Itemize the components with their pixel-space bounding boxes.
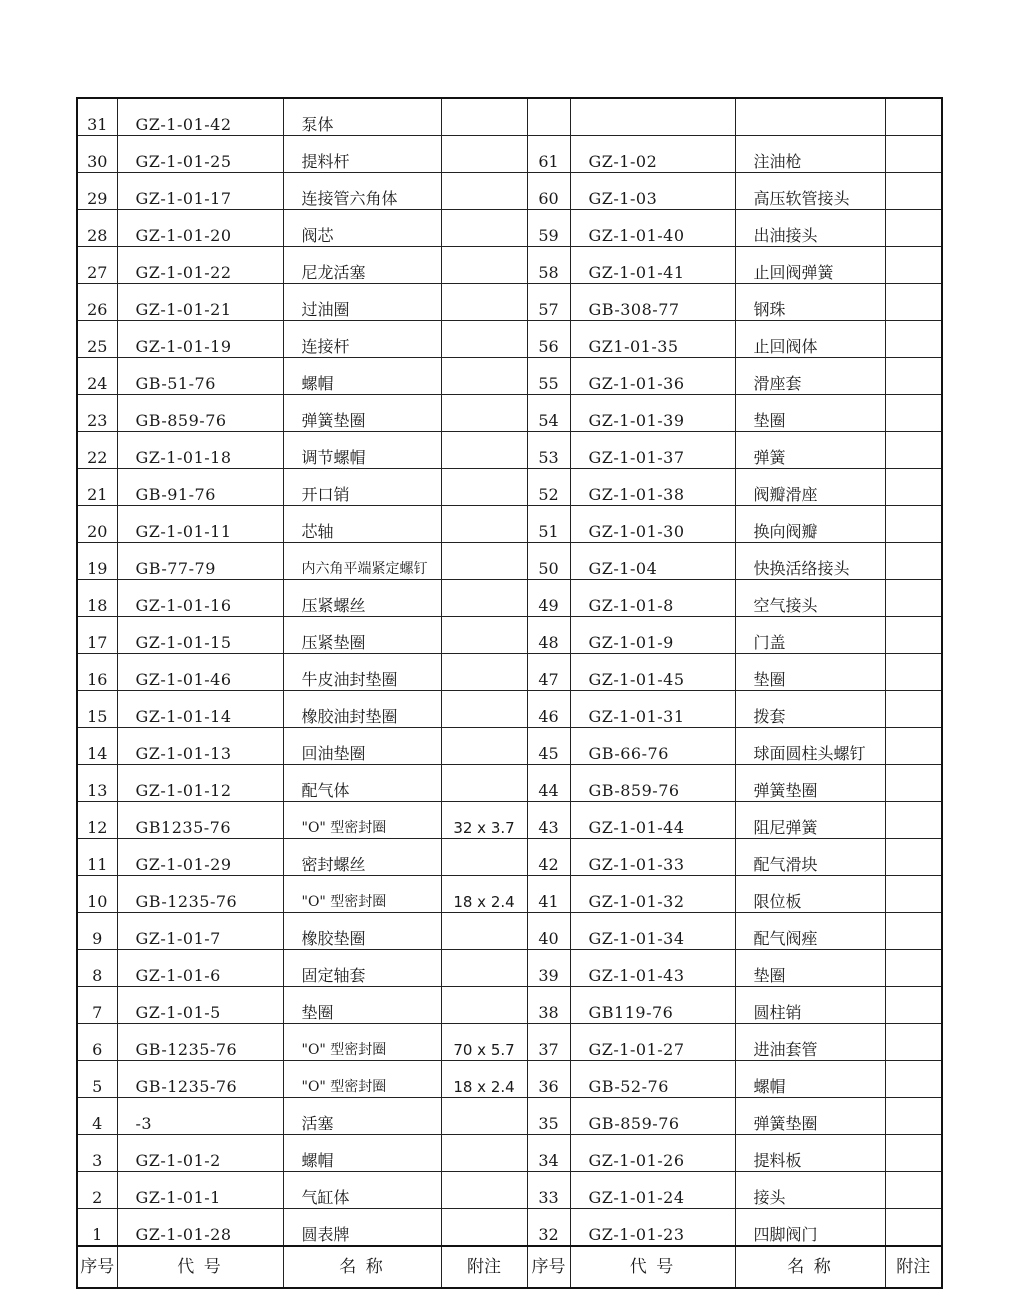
left-note-cell	[441, 210, 527, 247]
left-seq-no-cell: 8	[77, 950, 117, 987]
right-name-cell: 钢珠	[735, 284, 885, 321]
left-seq-no-cell: 21	[77, 469, 117, 506]
left-note-cell	[441, 765, 527, 802]
left-seq-no-cell: 27	[77, 247, 117, 284]
table-row	[77, 321, 942, 358]
left-code-cell: GZ-1-01-28	[117, 1209, 283, 1247]
right-note-cell	[885, 1135, 942, 1172]
table-row	[77, 1061, 942, 1098]
left-seq-no-cell: 9	[77, 913, 117, 950]
left-name-cell: 橡胶垫圈	[283, 913, 441, 950]
left-seq-no-cell: 25	[77, 321, 117, 358]
right-name-cell: 接头	[735, 1172, 885, 1209]
right-seq-no-cell: 55	[527, 358, 570, 395]
right-note-cell	[885, 617, 942, 654]
right-note-cell	[885, 691, 942, 728]
right-seq-no-cell: 32	[527, 1209, 570, 1247]
right-seq-no-cell: 47	[527, 654, 570, 691]
right-seq-no-cell: 51	[527, 506, 570, 543]
left-code-cell: GZ-1-01-11	[117, 506, 283, 543]
left-name-cell: 阀芯	[283, 210, 441, 247]
left-name-cell: 垫圈	[283, 987, 441, 1024]
left-code-cell: GZ-1-01-21	[117, 284, 283, 321]
left-name-cell: 橡胶油封垫圈	[283, 691, 441, 728]
right-code-cell: GB-308-77	[570, 284, 735, 321]
left-code-cell: GZ-1-01-13	[117, 728, 283, 765]
right-name-cell: 弹簧垫圈	[735, 1098, 885, 1135]
right-note-cell	[885, 765, 942, 802]
right-note-cell	[885, 728, 942, 765]
table-row	[77, 469, 942, 506]
left-code-cell: GB-51-76	[117, 358, 283, 395]
left-seq-no-cell: 22	[77, 432, 117, 469]
right-seq-no-cell: 42	[527, 839, 570, 876]
left-name-cell: 泵体	[283, 98, 441, 136]
right-note-cell	[885, 654, 942, 691]
right-code-cell: GZ-1-01-43	[570, 950, 735, 987]
right-name-cell: 阀瓣滑座	[735, 469, 885, 506]
table-row	[77, 210, 942, 247]
left-note-cell	[441, 506, 527, 543]
left-name-cell: 活塞	[283, 1098, 441, 1135]
left-name-cell: 弹簧垫圈	[283, 395, 441, 432]
left-seq-no-cell: 13	[77, 765, 117, 802]
table-row	[77, 1024, 942, 1061]
left-note-cell: 70 x 5.7	[441, 1024, 527, 1061]
right-seq-no-cell	[527, 98, 570, 136]
right-code-cell: GZ-1-01-23	[570, 1209, 735, 1247]
left-note-cell	[441, 543, 527, 580]
right-name-cell: 圆柱销	[735, 987, 885, 1024]
left-note-cell	[441, 284, 527, 321]
right-code-cell: GB119-76	[570, 987, 735, 1024]
left-code-cell: GB-77-79	[117, 543, 283, 580]
left-note-cell	[441, 987, 527, 1024]
right-name-cell: 配气滑块	[735, 839, 885, 876]
left-seq-no-cell: 10	[77, 876, 117, 913]
left-seq-no-cell: 11	[77, 839, 117, 876]
left-code-cell: GZ-1-01-19	[117, 321, 283, 358]
left-code-cell: GB-91-76	[117, 469, 283, 506]
right-seq-no-cell: 35	[527, 1098, 570, 1135]
table-row	[77, 98, 942, 136]
table-row	[77, 136, 942, 173]
left-note-cell	[441, 469, 527, 506]
right-seq-no-cell: 36	[527, 1061, 570, 1098]
right-name-cell: 高压软管接头	[735, 173, 885, 210]
right-name-cell: 滑座套	[735, 358, 885, 395]
left-note-cell	[441, 321, 527, 358]
table-row	[77, 247, 942, 284]
left-code-cell: GB-1235-76	[117, 876, 283, 913]
left-name-cell: 螺帽	[283, 358, 441, 395]
left-note-cell	[441, 654, 527, 691]
left-name-cell: "O" 型密封圈	[283, 1061, 441, 1098]
left-note-cell	[441, 913, 527, 950]
left-seq-no-cell: 18	[77, 580, 117, 617]
right-name-cell: 注油枪	[735, 136, 885, 173]
right-code-cell: GZ-1-03	[570, 173, 735, 210]
table-row	[77, 358, 942, 395]
right-name-cell: 进油套管	[735, 1024, 885, 1061]
right-seq-no-cell: 38	[527, 987, 570, 1024]
right-name-cell: 垫圈	[735, 950, 885, 987]
left-seq-no-cell: 28	[77, 210, 117, 247]
right-note-cell	[885, 913, 942, 950]
left-seq-no-cell: 20	[77, 506, 117, 543]
table-row	[77, 1209, 942, 1247]
right-code-cell: GZ-1-01-36	[570, 358, 735, 395]
right-code-cell	[570, 98, 735, 136]
right-note-cell	[885, 247, 942, 284]
table-row	[77, 691, 942, 728]
left-note-cell	[441, 1209, 527, 1247]
right-code-cell: GZ-1-01-39	[570, 395, 735, 432]
right-name-cell: 止回阀体	[735, 321, 885, 358]
left-note-cell: 32 x 3.7	[441, 802, 527, 839]
right-seq-no-cell: 50	[527, 543, 570, 580]
right-note-cell	[885, 284, 942, 321]
right-name-cell: 换向阀瓣	[735, 506, 885, 543]
right-note-cell	[885, 543, 942, 580]
table-row	[77, 617, 942, 654]
left-seq-no-cell: 19	[77, 543, 117, 580]
table-row	[77, 654, 942, 691]
right-seq-no-cell: 57	[527, 284, 570, 321]
left-note-cell	[441, 1098, 527, 1135]
right-code-cell: GZ-1-01-31	[570, 691, 735, 728]
right-note-cell	[885, 136, 942, 173]
left-seq-no-cell: 31	[77, 98, 117, 136]
left-seq-no-cell: 14	[77, 728, 117, 765]
table-header-row	[77, 1246, 942, 1288]
left-seq-no-cell: 23	[77, 395, 117, 432]
right-name-cell: 弹簧垫圈	[735, 765, 885, 802]
right-name-cell: 弹簧	[735, 432, 885, 469]
right-note-cell	[885, 1209, 942, 1247]
right-seq-no-cell: 43	[527, 802, 570, 839]
right-seq-no-cell: 59	[527, 210, 570, 247]
right-name-cell	[735, 98, 885, 136]
left-seq-no-cell: 16	[77, 654, 117, 691]
table-row	[77, 395, 942, 432]
left-code-cell: GZ-1-01-17	[117, 173, 283, 210]
left-code-cell: GZ-1-01-46	[117, 654, 283, 691]
left-seq-no-cell: 12	[77, 802, 117, 839]
left-seq-no-cell: 2	[77, 1172, 117, 1209]
right-note-cell	[885, 210, 942, 247]
right-seq-no-cell: 44	[527, 765, 570, 802]
left-seq-no-cell: 30	[77, 136, 117, 173]
table-row	[77, 284, 942, 321]
right-code-cell: GZ-1-01-41	[570, 247, 735, 284]
table-body	[77, 98, 942, 1288]
right-note-cell	[885, 395, 942, 432]
left-code-cell: GZ-1-01-5	[117, 987, 283, 1024]
right-seq-no-cell: 40	[527, 913, 570, 950]
left-seq-no-cell: 15	[77, 691, 117, 728]
right-code-cell: GZ-1-01-38	[570, 469, 735, 506]
right-code-cell: GZ1-01-35	[570, 321, 735, 358]
left-note-cell	[441, 728, 527, 765]
right-note-cell	[885, 839, 942, 876]
left-note-cell	[441, 395, 527, 432]
right-name-cell: 配气阀痤	[735, 913, 885, 950]
left-code-cell: GZ-1-01-1	[117, 1172, 283, 1209]
left-name-cell: 配气体	[283, 765, 441, 802]
left-header-code: 代 号	[117, 1246, 283, 1288]
left-header-seq-no: 序号	[77, 1246, 117, 1288]
table-row	[77, 765, 942, 802]
table-row	[77, 1172, 942, 1209]
right-name-cell: 螺帽	[735, 1061, 885, 1098]
left-note-cell	[441, 432, 527, 469]
right-name-cell: 提料板	[735, 1135, 885, 1172]
right-code-cell: GZ-1-01-44	[570, 802, 735, 839]
right-seq-no-cell: 34	[527, 1135, 570, 1172]
right-note-cell	[885, 506, 942, 543]
left-name-cell: 固定轴套	[283, 950, 441, 987]
left-name-cell: 回油垫圈	[283, 728, 441, 765]
right-seq-no-cell: 39	[527, 950, 570, 987]
left-code-cell: GZ-1-01-2	[117, 1135, 283, 1172]
right-code-cell: GZ-1-01-27	[570, 1024, 735, 1061]
right-seq-no-cell: 61	[527, 136, 570, 173]
right-note-cell	[885, 876, 942, 913]
right-seq-no-cell: 49	[527, 580, 570, 617]
right-seq-no-cell: 33	[527, 1172, 570, 1209]
left-note-cell	[441, 247, 527, 284]
right-name-cell: 阻尼弹簧	[735, 802, 885, 839]
right-code-cell: GZ-1-04	[570, 543, 735, 580]
right-code-cell: GZ-1-01-40	[570, 210, 735, 247]
left-name-cell: 连接杆	[283, 321, 441, 358]
left-note-cell	[441, 839, 527, 876]
right-note-cell	[885, 1172, 942, 1209]
left-name-cell: 连接管六角体	[283, 173, 441, 210]
left-code-cell: GB-1235-76	[117, 1061, 283, 1098]
right-header-name: 名 称	[735, 1246, 885, 1288]
left-code-cell: GZ-1-01-20	[117, 210, 283, 247]
left-note-cell	[441, 1172, 527, 1209]
left-code-cell: GZ-1-01-14	[117, 691, 283, 728]
right-name-cell: 止回阀弹簧	[735, 247, 885, 284]
left-seq-no-cell: 1	[77, 1209, 117, 1247]
right-seq-no-cell: 54	[527, 395, 570, 432]
right-code-cell: GZ-1-01-34	[570, 913, 735, 950]
left-note-cell: 18 x 2.4	[441, 1061, 527, 1098]
right-code-cell: GZ-1-02	[570, 136, 735, 173]
left-note-cell	[441, 950, 527, 987]
right-seq-no-cell: 46	[527, 691, 570, 728]
right-note-cell	[885, 987, 942, 1024]
table-row	[77, 913, 942, 950]
right-note-cell	[885, 950, 942, 987]
right-seq-no-cell: 37	[527, 1024, 570, 1061]
right-note-cell	[885, 358, 942, 395]
left-name-cell: 气缸体	[283, 1172, 441, 1209]
right-code-cell: GB-859-76	[570, 1098, 735, 1135]
right-note-cell	[885, 469, 942, 506]
left-name-cell: 压紧螺丝	[283, 580, 441, 617]
left-name-cell: 调节螺帽	[283, 432, 441, 469]
right-code-cell: GB-52-76	[570, 1061, 735, 1098]
right-header-seq-no: 序号	[527, 1246, 570, 1288]
right-note-cell	[885, 321, 942, 358]
left-name-cell: 芯轴	[283, 506, 441, 543]
right-code-cell: GB-66-76	[570, 728, 735, 765]
left-seq-no-cell: 4	[77, 1098, 117, 1135]
left-name-cell: 圆表牌	[283, 1209, 441, 1247]
right-seq-no-cell: 48	[527, 617, 570, 654]
left-note-cell	[441, 1135, 527, 1172]
left-note-cell	[441, 358, 527, 395]
right-note-cell	[885, 432, 942, 469]
table-row	[77, 728, 942, 765]
left-name-cell: 密封螺丝	[283, 839, 441, 876]
right-name-cell: 出油接头	[735, 210, 885, 247]
right-note-cell	[885, 1024, 942, 1061]
left-note-cell: 18 x 2.4	[441, 876, 527, 913]
right-seq-no-cell: 52	[527, 469, 570, 506]
left-code-cell: GZ-1-01-7	[117, 913, 283, 950]
right-note-cell	[885, 1098, 942, 1135]
left-code-cell: GB-1235-76	[117, 1024, 283, 1061]
left-note-cell	[441, 136, 527, 173]
left-code-cell: GZ-1-01-42	[117, 98, 283, 136]
right-code-cell: GZ-1-01-24	[570, 1172, 735, 1209]
table-row	[77, 580, 942, 617]
table-row	[77, 506, 942, 543]
right-seq-no-cell: 41	[527, 876, 570, 913]
right-seq-no-cell: 56	[527, 321, 570, 358]
right-code-cell: GZ-1-01-37	[570, 432, 735, 469]
right-code-cell: GZ-1-01-9	[570, 617, 735, 654]
right-seq-no-cell: 60	[527, 173, 570, 210]
table-row	[77, 432, 942, 469]
left-code-cell: GZ-1-01-25	[117, 136, 283, 173]
right-name-cell: 球面圆柱头螺钉	[735, 728, 885, 765]
left-seq-no-cell: 29	[77, 173, 117, 210]
left-name-cell: 开口销	[283, 469, 441, 506]
right-note-cell	[885, 173, 942, 210]
left-code-cell: GB-859-76	[117, 395, 283, 432]
right-name-cell: 四脚阀门	[735, 1209, 885, 1247]
right-code-cell: GB-859-76	[570, 765, 735, 802]
left-name-cell: 过油圈	[283, 284, 441, 321]
left-name-cell: 压紧垫圈	[283, 617, 441, 654]
right-code-cell: GZ-1-01-8	[570, 580, 735, 617]
table-row	[77, 839, 942, 876]
right-note-cell	[885, 802, 942, 839]
left-code-cell: GZ-1-01-22	[117, 247, 283, 284]
right-seq-no-cell: 53	[527, 432, 570, 469]
left-seq-no-cell: 26	[77, 284, 117, 321]
left-name-cell: "O" 型密封圈	[283, 876, 441, 913]
left-code-cell: GB1235-76	[117, 802, 283, 839]
table-row	[77, 950, 942, 987]
left-note-cell	[441, 691, 527, 728]
left-name-cell: 提料杆	[283, 136, 441, 173]
left-code-cell: GZ-1-01-15	[117, 617, 283, 654]
left-seq-no-cell: 5	[77, 1061, 117, 1098]
table-row	[77, 876, 942, 913]
parts-list-table	[76, 97, 943, 1289]
left-name-cell: "O" 型密封圈	[283, 1024, 441, 1061]
left-code-cell: GZ-1-01-6	[117, 950, 283, 987]
right-name-cell: 垫圈	[735, 654, 885, 691]
left-seq-no-cell: 24	[77, 358, 117, 395]
right-name-cell: 快换活络接头	[735, 543, 885, 580]
left-name-cell: 螺帽	[283, 1135, 441, 1172]
right-note-cell	[885, 98, 942, 136]
right-code-cell: GZ-1-01-45	[570, 654, 735, 691]
left-code-cell: GZ-1-01-16	[117, 580, 283, 617]
left-name-cell: "O" 型密封圈	[283, 802, 441, 839]
right-seq-no-cell: 58	[527, 247, 570, 284]
left-note-cell	[441, 580, 527, 617]
right-header-note: 附注	[885, 1246, 942, 1288]
right-code-cell: GZ-1-01-30	[570, 506, 735, 543]
right-seq-no-cell: 45	[527, 728, 570, 765]
right-name-cell: 门盖	[735, 617, 885, 654]
left-seq-no-cell: 7	[77, 987, 117, 1024]
left-name-cell: 内六角平端紧定螺钉	[283, 543, 441, 580]
right-name-cell: 限位板	[735, 876, 885, 913]
right-name-cell: 拨套	[735, 691, 885, 728]
left-code-cell: -3	[117, 1098, 283, 1135]
table-row	[77, 802, 942, 839]
right-header-code: 代 号	[570, 1246, 735, 1288]
left-header-name: 名 称	[283, 1246, 441, 1288]
table-row	[77, 1135, 942, 1172]
right-note-cell	[885, 580, 942, 617]
left-seq-no-cell: 3	[77, 1135, 117, 1172]
left-note-cell	[441, 173, 527, 210]
table-row	[77, 1098, 942, 1135]
table-row	[77, 173, 942, 210]
right-note-cell	[885, 1061, 942, 1098]
table-row	[77, 543, 942, 580]
left-seq-no-cell: 17	[77, 617, 117, 654]
right-name-cell: 垫圈	[735, 395, 885, 432]
table-row	[77, 987, 942, 1024]
left-note-cell	[441, 98, 527, 136]
left-seq-no-cell: 6	[77, 1024, 117, 1061]
right-code-cell: GZ-1-01-26	[570, 1135, 735, 1172]
left-code-cell: GZ-1-01-12	[117, 765, 283, 802]
right-name-cell: 空气接头	[735, 580, 885, 617]
right-code-cell: GZ-1-01-32	[570, 876, 735, 913]
left-note-cell	[441, 617, 527, 654]
right-code-cell: GZ-1-01-33	[570, 839, 735, 876]
left-code-cell: GZ-1-01-18	[117, 432, 283, 469]
left-code-cell: GZ-1-01-29	[117, 839, 283, 876]
left-header-note: 附注	[441, 1246, 527, 1288]
left-name-cell: 尼龙活塞	[283, 247, 441, 284]
left-name-cell: 牛皮油封垫圈	[283, 654, 441, 691]
